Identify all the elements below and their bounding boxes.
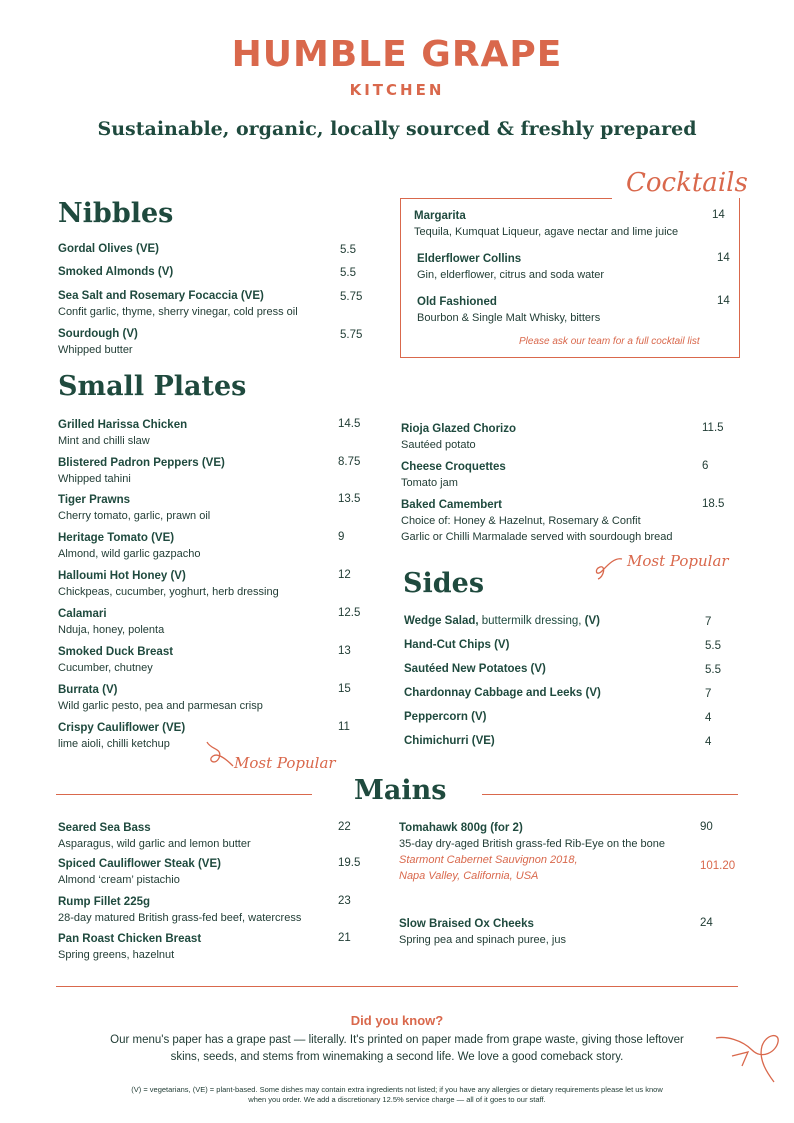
- list-item: Sautéed New Potatoes (V): [404, 663, 546, 675]
- list-item: Pan Roast Chicken Breast Spring greens, hazelnut: [58, 933, 202, 961]
- footer-note: (V) = vegetarians, (VE) = plant-based. Some dishes may contain extra ingredients not listed; if you have any allergies or dietary requirements please let us know when you order. We add a discretionary 12.5% service charge — all of it goes to our staff.: [131, 1085, 663, 1104]
- list-item: Hand-Cut Chips (V): [404, 639, 510, 651]
- list-item: Sourdough (V) Whipped butter: [58, 328, 138, 356]
- list-item: Heritage Tomato (VE) Almond, wild garlic gazpacho: [58, 532, 201, 560]
- price: 15: [338, 683, 351, 695]
- divider: [56, 986, 738, 987]
- price: 21: [338, 932, 351, 944]
- price: 22: [338, 821, 351, 833]
- curly-arrow-icon: [592, 555, 624, 581]
- price: 6: [702, 460, 709, 472]
- mains-title: Mains: [354, 775, 447, 806]
- curly-arrow-icon: [712, 1030, 784, 1086]
- price: 5.75: [340, 291, 363, 303]
- price: 13.5: [338, 493, 361, 505]
- price: 12.5: [338, 607, 361, 619]
- price: 23: [338, 895, 351, 907]
- list-item: Cheese Croquettes Tomato jam: [401, 461, 506, 489]
- list-item: Wedge Salad, buttermilk dressing, (V): [404, 615, 601, 627]
- brand-subtitle: KITCHEN: [349, 81, 445, 99]
- price: 7: [705, 616, 712, 628]
- did-you-know-title: Did you know?: [350, 1013, 444, 1028]
- price: 12: [338, 569, 351, 581]
- list-item: Sea Salt and Rosemary Focaccia (VE) Confit garlic, thyme, sherry vinegar, cold press oil: [58, 290, 298, 318]
- list-item: Burrata (V) Wild garlic pesto, pea and parmesan crisp: [58, 684, 263, 712]
- wine-price: 101.20: [700, 860, 736, 872]
- price: 11.5: [702, 422, 724, 434]
- tagline: Sustainable, organic, locally sourced & freshly prepared: [97, 118, 697, 140]
- list-item: Spiced Cauliflower Steak (VE) Almond ‘cream’ pistachio: [58, 858, 221, 886]
- cocktails-box-topline: [400, 198, 612, 199]
- price: 19.5: [338, 857, 361, 869]
- list-item: Grilled Harissa Chicken Mint and chilli slaw: [58, 419, 188, 447]
- price: 9: [338, 531, 345, 543]
- divider: [56, 794, 312, 795]
- price: 5.75: [340, 329, 363, 341]
- list-item: Tomahawk 800g (for 2) 35-day dry-aged British grass-fed Rib-Eye on the bone Starmont Cabernet Sauvignon 2018, Napa Valley, California, USA: [399, 822, 665, 882]
- price: 14: [717, 295, 730, 307]
- cocktails-note: Please ask our team for a full cocktail list: [519, 336, 700, 347]
- list-item: Chardonnay Cabbage and Leeks (V): [404, 687, 601, 699]
- most-popular-label: Most Popular: [234, 754, 336, 772]
- price: 8.75: [338, 456, 361, 468]
- price: 5.5: [340, 267, 356, 279]
- price: 11: [338, 721, 350, 733]
- list-item: Baked Camembert Choice of: Honey & Hazelnut, Rosemary & Confit Garlic or Chilli Marmalade served with sourdough bread: [401, 499, 673, 543]
- nibbles-title: Nibbles: [58, 198, 174, 229]
- did-you-know-text: Our menu's paper has a grape past — literally. It's printed on paper made from grape waste, giving those leftover skins, seeds, and stems from winemaking a second life. We love a good comeback story.: [110, 1034, 684, 1063]
- list-item: Seared Sea Bass Asparagus, wild garlic and lemon butter: [58, 822, 251, 850]
- price: 13: [338, 645, 351, 657]
- list-item: Peppercorn (V): [404, 711, 487, 723]
- curly-arrow-icon: [205, 740, 235, 776]
- list-item: Rump Fillet 225g 28-day matured British grass-fed beef, watercress: [58, 896, 302, 924]
- sides-title: Sides: [403, 568, 485, 599]
- small-plates-title: Small Plates: [58, 371, 247, 402]
- price: 14: [712, 209, 725, 221]
- price: 14: [717, 252, 730, 264]
- price: 90: [700, 821, 713, 833]
- list-item: Old Fashioned Bourbon & Single Malt Whisky, bitters: [417, 296, 601, 324]
- price: 4: [705, 712, 712, 724]
- list-item: Rioja Glazed Chorizo Sautéed potato: [401, 423, 517, 451]
- list-item: Blistered Padron Peppers (VE) Whipped tahini: [58, 457, 225, 485]
- most-popular-label: Most Popular: [627, 552, 729, 570]
- list-item: Crispy Cauliflower (VE) lime aioli, chilli ketchup: [58, 722, 186, 750]
- price: 14.5: [338, 418, 361, 430]
- price: 5.5: [340, 244, 356, 256]
- list-item: Margarita Tequila, Kumquat Liqueur, agave nectar and lime juice: [414, 210, 679, 238]
- list-item: Gordal Olives (VE): [58, 243, 159, 255]
- list-item: Smoked Almonds (V): [58, 266, 174, 278]
- list-item: Halloumi Hot Honey (V) Chickpeas, cucumber, yoghurt, herb dressing: [58, 570, 279, 598]
- price: 18.5: [702, 498, 725, 510]
- list-item: Tiger Prawns Cherry tomato, garlic, prawn oil: [58, 494, 211, 522]
- divider: [482, 794, 738, 795]
- price: 5.5: [705, 664, 721, 676]
- list-item: Slow Braised Ox Cheeks Spring pea and spinach puree, jus: [399, 918, 566, 946]
- price: 24: [700, 917, 713, 929]
- price: 4: [705, 736, 712, 748]
- list-item: Smoked Duck Breast Cucumber, chutney: [58, 646, 174, 674]
- cocktails-title: Cocktails: [626, 168, 748, 198]
- list-item: Elderflower Collins Gin, elderflower, citrus and soda water: [417, 253, 605, 281]
- price: 7: [705, 688, 712, 700]
- price: 5.5: [705, 640, 721, 652]
- list-item: Chimichurri (VE): [404, 735, 495, 747]
- list-item: Calamari Nduja, honey, polenta: [58, 608, 165, 636]
- brand-name: HUMBLE GRAPE: [231, 34, 563, 75]
